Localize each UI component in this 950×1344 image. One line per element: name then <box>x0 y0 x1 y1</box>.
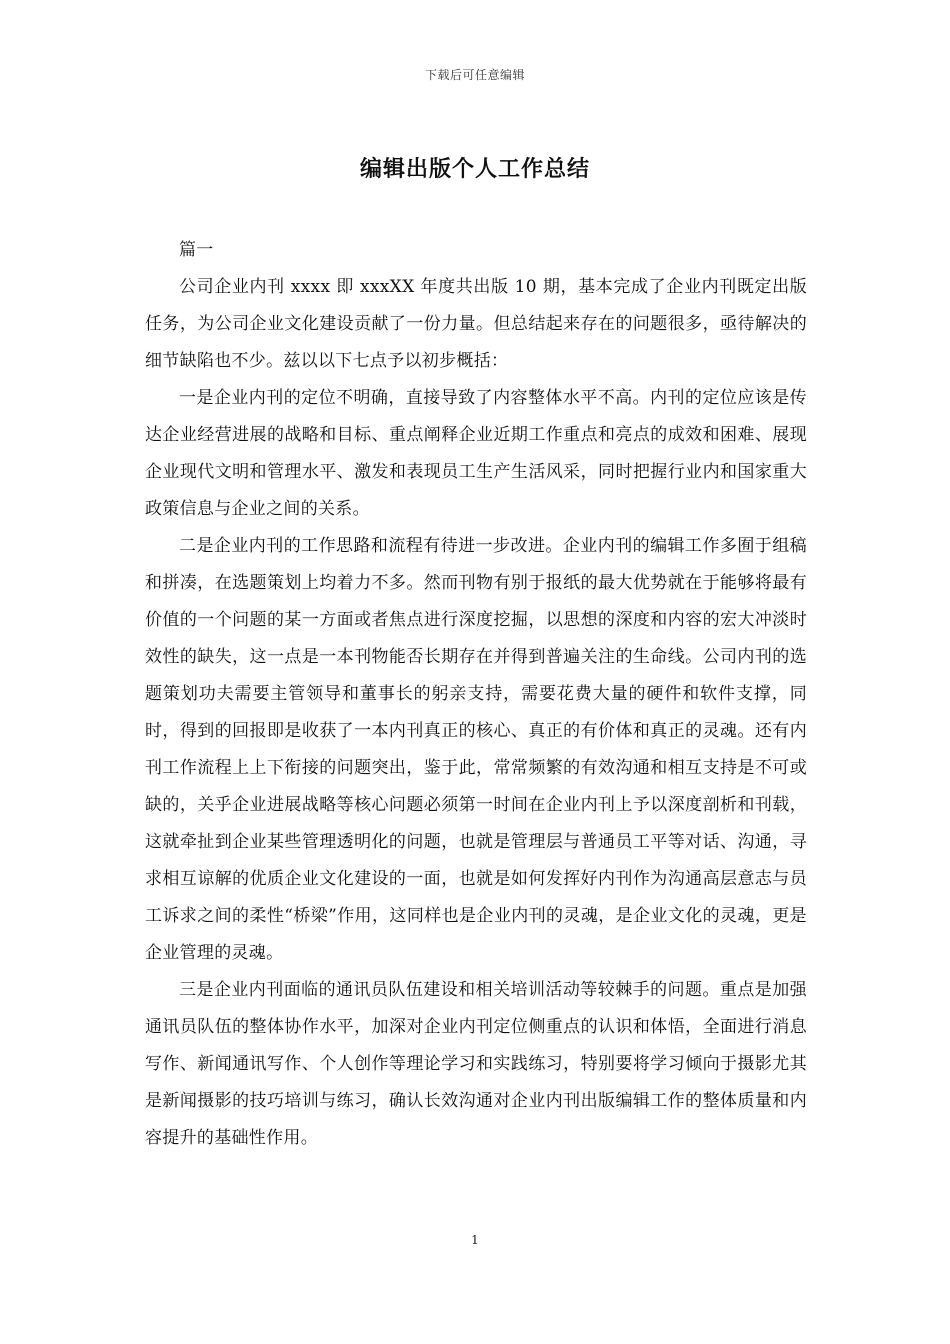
paragraph-intro: 公司企业内刊 xxxx 即 xxxXX 年度共出版 10 期，基本完成了企业内刊既定出版任务，为公司企业文化建设贡献了一份力量。但总结起来存在的问题很多，亟待解决的细节缺陷也不少。兹以以下七点予以初步概括： <box>145 277 807 371</box>
paragraph-point-two: 二是企业内刊的工作思路和流程有待进一步改进。企业内刊的编辑工作多囿于组稿和拼凑，在选题策划上均着力不多。然而刊物有别于报纸的最大优势就在于能够将最有价值的一个问题的某一方面或者焦点进行深度挖掘，以思想的深度和内容的宏大冲淡时效性的缺失，这一点是一本刊物能否长期存在并得到普遍关注的生命线。公司内刊的选题策划功夫需要主管领导和董事长的躬亲支持，需要花费大量的硬件和软件支撑，同时，得到的回报即是收获了一本内刊真正的核心、真正的有价体和真正的灵魂。还有内刊工作流程上上下衔接的问题突出，鉴于此，常常频繁的有效沟通和相互支持是不可或缺的，关乎企业进展战略等核心问题必须第一时间在企业内刊上予以深度剖析和刊载，这就牵扯到企业某些管理透明化的问题，也就是管理层与普通员工平等对话、沟通，寻求相互谅解的优质企业文化建设的一面，也就是如何发挥好内刊作为沟通高层意志与员工诉求之间的柔性“桥梁”作用，这同样也是企业内刊的灵魂，是企业文化的灵魂，更是企业管理的灵魂。 <box>145 536 807 963</box>
running-header: 下载后可任意编辑 <box>424 68 525 82</box>
paragraph-point-one: 一是企业内刊的定位不明确，直接导致了内容整体水平不高。内刊的定位应该是传达企业经营进展的战略和目标、重点阐释企业近期工作重点和亮点的成效和困难、展现企业现代文明和管理水平、激发和表现员工生产生活风采，同时把握行业内和国家重大政策信息与企业之间的关系。 <box>145 388 807 519</box>
paragraph-point-three: 三是企业内刊面临的通讯员队伍建设和相关培训活动等较棘手的问题。重点是加强通讯员队伍的整体协作水平，加深对企业内刊定位侧重点的认识和体悟，全面进行消息写作、新闻通讯写作、个人创作等理论学习和实践练习，特别要将学习倾向于摄影尤其是新闻摄影的技巧培训与练习，确认长效沟通对企业内刊出版编辑工作的整体质量和内容提升的基础性作用。 <box>145 980 807 1148</box>
document-body <box>145 232 807 1157</box>
page-number: 1 <box>471 1233 479 1247</box>
document-title: 编辑出版个人工作总结 <box>359 156 590 182</box>
section-label: 篇一 <box>179 240 214 260</box>
